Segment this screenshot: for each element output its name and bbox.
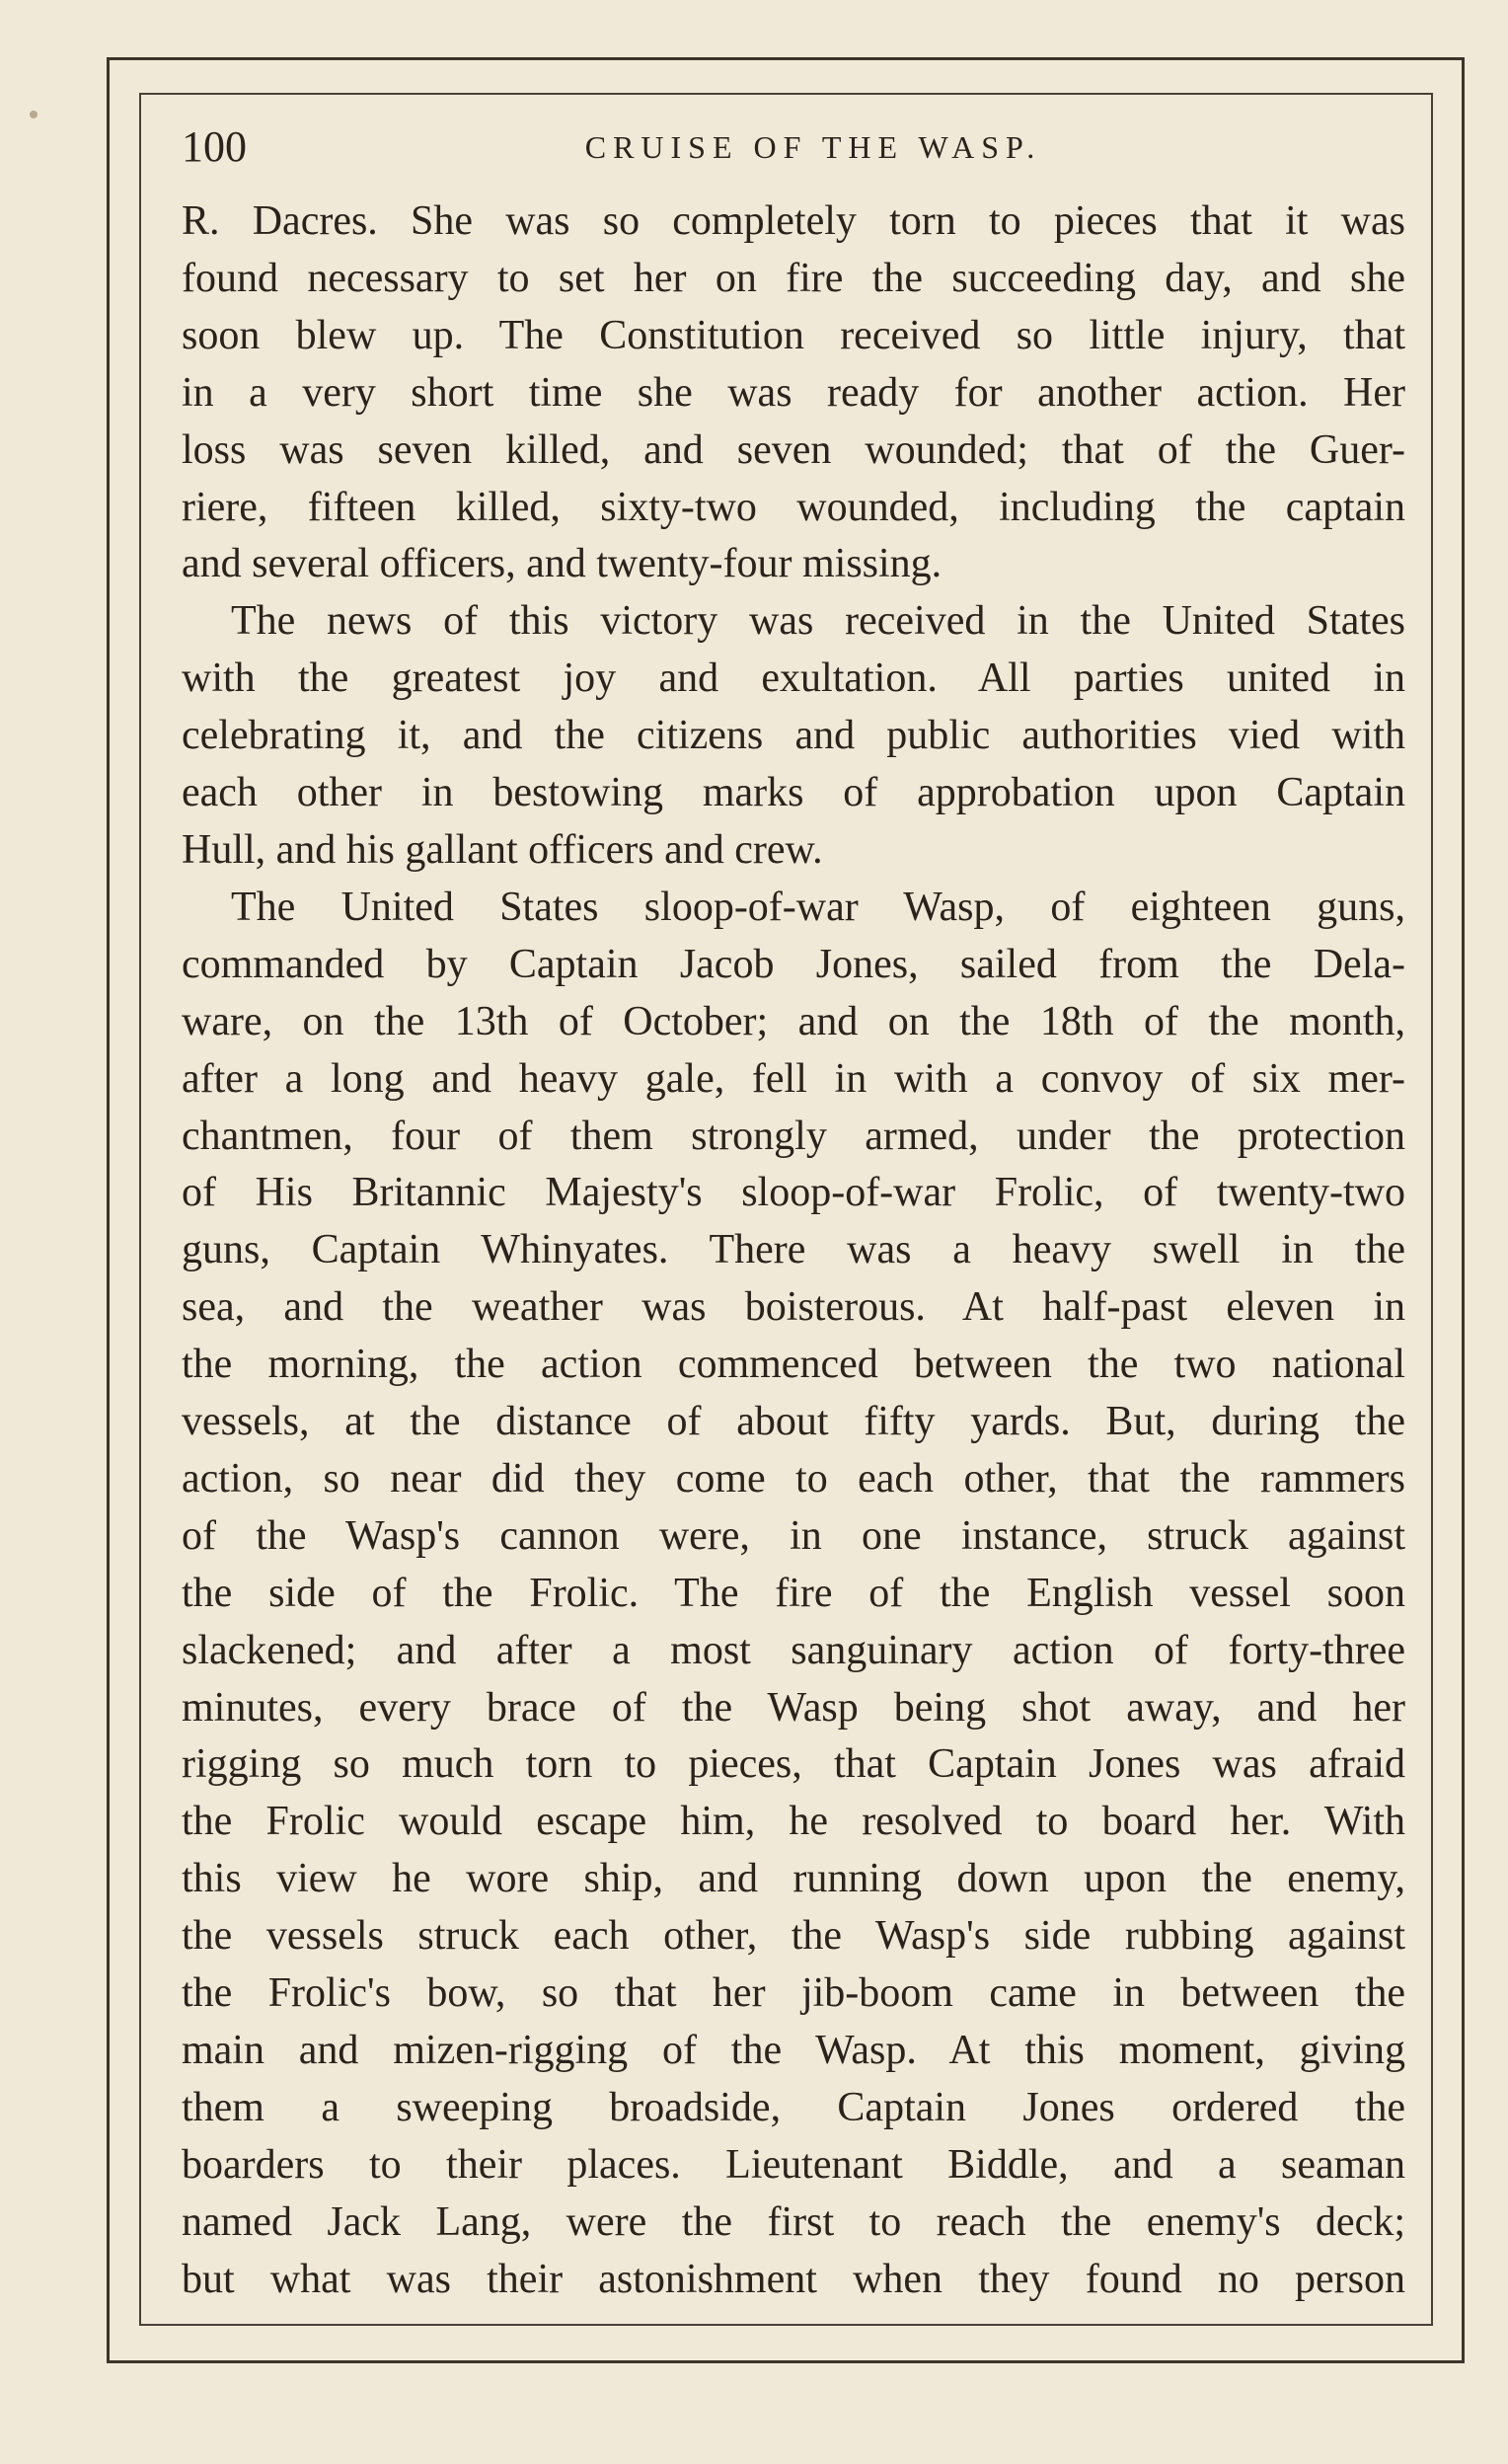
text-line: minutes, every brace of the Wasp being shot away, and her xyxy=(182,1684,1405,1731)
text-line: ware, on the 13th of October; and on the 18th of the month, xyxy=(182,998,1405,1044)
paper-speck xyxy=(30,111,38,118)
text-line: them a sweeping broadside, Captain Jones ordered the xyxy=(182,2084,1405,2130)
text-line: but what was their astonishment when they found no person xyxy=(182,2256,1405,2302)
running-head xyxy=(182,111,1405,180)
text-line: the side of the Frolic. The fire of the English vessel soon xyxy=(182,1570,1405,1616)
text-line: this view he wore ship, and running down upon the enemy, xyxy=(182,1856,1405,1902)
text-line: found necessary to set her on fire the succeeding day, and she xyxy=(182,255,1405,301)
text-line: R. Dacres. She was so completely torn to pieces that it was xyxy=(182,198,1405,244)
text-line: main and mizen-rigging of the Wasp. At this moment, giving xyxy=(182,2028,1405,2073)
text-line: action, so near did they come to each other, that the rammers xyxy=(182,1455,1405,1502)
text-line: the vessels struck each other, the Wasp's side rubbing against xyxy=(182,1913,1405,1960)
text-line: commanded by Captain Jacob Jones, sailed from the Dela- xyxy=(182,941,1405,987)
text-line: the Frolic's bow, so that her jib-boom came in between the xyxy=(182,1970,1405,2017)
text-line: the Frolic would escape him, he resolved to board her. With xyxy=(182,1799,1405,1845)
text-line: The United States sloop-of-war Wasp, of eighteen guns, xyxy=(231,884,1405,930)
text-line: in a very short time she was ready for another action. Her xyxy=(182,369,1405,416)
text-line: sea, and the weather was boisterous. At half-past eleven in xyxy=(182,1284,1405,1331)
text-line: rigging so much torn to pieces, that Captain Jones was afraid xyxy=(182,1741,1405,1788)
text-line: soon blew up. The Constitution received so little injury, that xyxy=(182,312,1405,358)
text-line: each other in bestowing marks of approbation upon Captain xyxy=(182,770,1405,816)
text-line: named Jack Lang, were the first to reach the enemy's deck; xyxy=(182,2198,1405,2245)
text-line: of the Wasp's cannon were, in one instance, struck against xyxy=(182,1512,1405,1559)
text-line: celebrating it, and the citizens and public authorities vied with xyxy=(182,713,1405,759)
page-number: 100 xyxy=(182,122,247,171)
text-line: Hull, and his gallant officers and crew. xyxy=(182,826,823,873)
paragraph-2 xyxy=(182,593,1405,880)
text-line: of His Britannic Majesty's sloop-of-war Frolic, of twenty-two xyxy=(182,1170,1405,1216)
text-line: chantmen, four of them strongly armed, under the protection xyxy=(182,1113,1405,1159)
paragraph-1 xyxy=(182,193,1405,593)
text-line: after a long and heavy gale, fell in with a convoy of six mer- xyxy=(182,1055,1405,1102)
text-line: The news of this victory was received in the United States xyxy=(231,598,1405,645)
text-line: boarders to their places. Lieutenant Biddle, and a seaman xyxy=(182,2141,1405,2188)
text-line: slackened; and after a most sanguinary action of forty-three xyxy=(182,1627,1405,1673)
running-title: CRUISE OF THE WASP. xyxy=(584,129,1042,165)
page-text-block xyxy=(182,111,1405,2309)
text-line: loss was seven killed, and seven wounded; that of the Guer- xyxy=(182,426,1405,473)
text-line: guns, Captain Whinyates. There was a heavy swell in the xyxy=(182,1227,1405,1273)
paragraph-3 xyxy=(182,880,1405,2309)
text-line: vessels, at the distance of about fifty yards. But, during the xyxy=(182,1399,1405,1445)
text-line: riere, fifteen killed, sixty-two wounded, including the captain xyxy=(182,484,1405,530)
text-line: and several officers, and twenty-four missing. xyxy=(182,541,942,587)
text-line: with the greatest joy and exultation. All parties united in xyxy=(182,655,1405,702)
text-line: the morning, the action commenced between the two national xyxy=(182,1342,1405,1388)
